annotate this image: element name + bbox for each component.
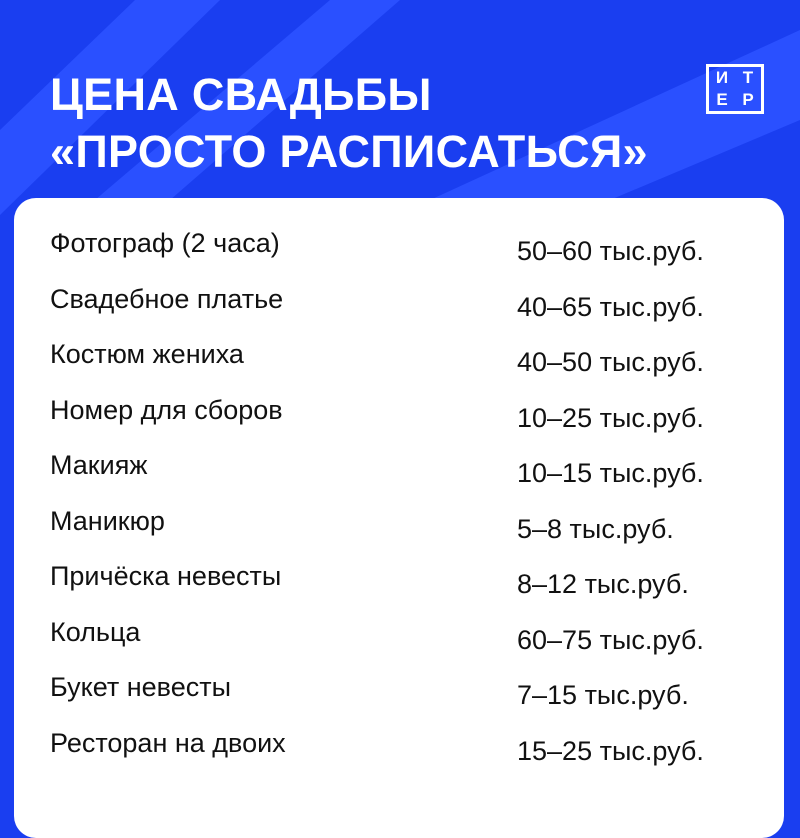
item-name: Костюм жениха (50, 339, 244, 369)
item-name: Ресторан на двоих (50, 727, 286, 758)
brand-logo (706, 64, 764, 114)
logo-letter: Т (742, 68, 754, 87)
logo-letter: И (715, 68, 729, 87)
item-price: 10–15 тыс.руб. (517, 458, 704, 488)
item-name: Маникюр (50, 505, 165, 536)
list-item (50, 500, 770, 556)
item-name: Свадебное платье (50, 283, 284, 314)
page-title (50, 66, 648, 180)
list-item (50, 444, 770, 500)
list-item (50, 611, 770, 667)
list-item (50, 333, 770, 389)
list-item (50, 278, 770, 334)
item-price: 60–75 тыс.руб. (517, 624, 704, 655)
item-name: Кольца (50, 616, 141, 647)
item-name: Букет невесты (50, 672, 231, 702)
logo-letter: Е (716, 90, 728, 109)
item-price: 8–12 тыс.руб. (517, 569, 689, 599)
list-item (50, 555, 770, 611)
list-item (50, 389, 770, 445)
item-price: 7–15 тыс.руб. (517, 680, 689, 710)
list-item (50, 222, 770, 278)
item-name: Номер для сборов (50, 394, 283, 425)
price-list (50, 222, 770, 777)
list-item (50, 722, 770, 778)
item-price: 40–50 тыс.руб. (517, 347, 704, 377)
item-price: 40–65 тыс.руб. (517, 291, 704, 322)
item-name: Макияж (50, 450, 148, 480)
list-item (50, 666, 770, 722)
item-price: 5–8 тыс.руб. (517, 513, 674, 544)
title-line-1: ЦЕНА СВАДЬБЫ (50, 69, 432, 120)
item-name: Фотограф (2 часа) (50, 228, 280, 258)
item-price: 10–25 тыс.руб. (517, 402, 704, 433)
item-price: 50–60 тыс.руб. (517, 236, 704, 266)
title-line-2: «ПРОСТО РАСПИСАТЬСЯ» (50, 126, 648, 177)
logo-letter: Р (742, 90, 754, 109)
item-price: 15–25 тыс.руб. (517, 735, 704, 766)
item-name: Причёска невесты (50, 561, 282, 591)
